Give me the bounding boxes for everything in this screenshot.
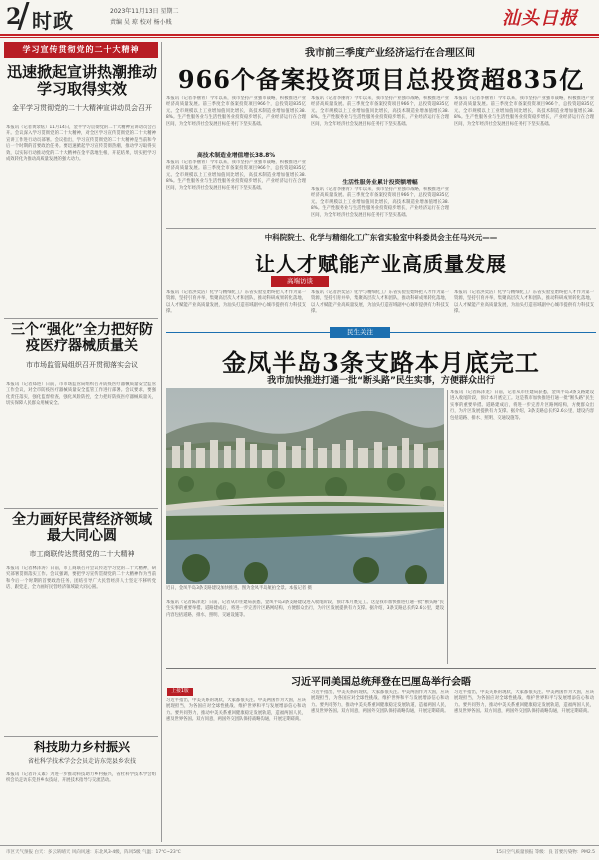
aerial-photo [166, 388, 444, 584]
left-divider-1 [4, 318, 158, 319]
invest-body-col1b: 本报讯（记者李丽青）今年以来，我市坚持产业强市战略，积极推进产业经济高质量发展。前三季度全市备案投资项目966个，总投资超835亿元。全市规模以上工业增加值同比增长，高技术制造业增加值增长38.8%。生产性服务业与生活性服务业投资稳步增长，产业经济运行在合理区间，为全年经济社会发展目标任务打下坚实基础。 [166, 160, 306, 191]
story3-body: 本报讯（记者林泽涛）日前，市工商联召开会议传达学习党的二十大精神，研究部署贯彻落实工作。会议强调，要把学习宣传贯彻党的二十大精神作为当前和今后一个时期的首要政治任务，团结引导广大民营经济人士坚定不移听党话、跟党走，全力画好民营经济领域最大同心圆。 [6, 566, 156, 591]
invest-headline[interactable]: 966个备案投资项目总投资超835亿 [177, 65, 585, 94]
masthead-rule-thin [0, 37, 599, 38]
xi-body-col3: 习近平指出，中美关系的现状，大家都很关注。中美两国作为大国，应该展现担当，为各国应对全球性挑战、维护世界和平与发展增添信心和动力。要共同努力，推动中美关系重回健康稳定发展轨道，造福两国人民，惠及世界各国。双方同意，两国外交团队保持战略沟通，开展定期磋商。 [454, 690, 594, 715]
xi-body-col1: 习近平指出，中美关系的现状，大家都很关注。中美两国作为大国，应该展现担当，为各国应对全球性挑战、维护世界和平与发展增添信心和动力。要共同努力，推动中美关系重回健康稳定发展轨道，造福两国人民，惠及世界各国。双方同意，两国外交团队保持战略沟通，开展定期磋商。 [166, 698, 306, 723]
story4-body: 本报讯（记者许义素）为进一步推动科技助力乡村振兴，省杜科学技术学会组织会员走访东莞县乡农技站，开展技术指导与交流活动。 [6, 772, 156, 784]
livelihood-tag: 民生关注 [330, 327, 390, 338]
air-quality-forecast: 15日空气质量预报 等级：良 首要污染物：PM2.5 [496, 850, 595, 855]
road-divider [447, 390, 448, 664]
column-banner: 学习宣传贯彻党的二十大精神 [4, 42, 158, 58]
xi-rule [166, 668, 596, 669]
road-subheadline: 我市加快推进打通一批“断头路”民生实事，方便群众出行 [267, 376, 495, 386]
story3-headline[interactable]: 全力画好民营经济领域最大同心圆 [12, 512, 152, 545]
road-body-right: 本报讯（记者陈泽龙）日前，记者从市住建局获悉，金凤半岛3条支路建设进入收尾阶段，预计本月底完工。这是我市加快推进打通一批“断头路”民生实事的重要举措。道路建成后，将进一步完善片区路网结构，方便群众出行，为片区发展提供有力支撑。据介绍，3条支路总长约2.6公里，建设内容包括道路、排水、照明、交通设施等。 [450, 390, 594, 421]
invest-kicker: 我市前三季度产业经济运行在合理区间 [305, 48, 475, 59]
invest-body-col1: 本报讯（记者李丽青）今年以来，我市坚持产业强市战略，积极推进产业经济高质量发展。前三季度全市备案投资项目966个，总投资超835亿元。全市规模以上工业增加值同比增长，高技术制造业增加值增长38.8%。生产性服务业与生活性服务业投资稳步增长，产业经济运行在合理区间，为全年经济社会发展目标任务打下坚实基础。 [166, 96, 306, 127]
newspaper-logo: 汕头日报 [502, 8, 578, 29]
invest-body-col2b: 本报讯（记者李丽青）今年以来，我市坚持产业强市战略，积极推进产业经济高质量发展。前三季度全市备案投资项目966个，总投资超835亿元。全市规模以上工业增加值同比增长，高技术制造业增加值增长38.8%。生产性服务业与生活性服务业投资稳步增长，产业经济运行在合理区间，为全年经济社会发展目标任务打下坚实基础。 [311, 187, 449, 218]
interview-tag: 高端访谈 [271, 276, 329, 287]
invest-midhead-2: 生活性服务业累计投资额增幅 [342, 180, 418, 186]
xi-headline[interactable]: 习近平同美国总统拜登在巴厘岛举行会晤 [291, 677, 471, 688]
talent-body-col3: 本报讯（记者洪奕洁）化学与精细化工广东省实验室始终把人才作为第一资源，坚持引育并举，集聚高层次人才和团队，推动科研成果转化落地，以人才赋能产业高质量发展，为汕头打造省域副中心城市提供有力科技支撑。 [454, 290, 594, 315]
continued-tag: 上接1版 [167, 688, 193, 696]
left-divider-2 [4, 508, 158, 509]
talent-body-col1: 本报讯（记者洪奕洁）化学与精细化工广东省实验室始终把人才作为第一资源，坚持引育并举，集聚高层次人才和团队，推动科研成果转化落地，以人才赋能产业高质量发展，为汕头打造省域副中心城市提供有力科技支撑。 [166, 290, 306, 315]
invest-body-col2: 本报讯（记者李丽青）今年以来，我市坚持产业强市战略，积极推进产业经济高质量发展。前三季度全市备案投资项目966个，总投资超835亿元。全市规模以上工业增加值同比增长，高技术制造业增加值增长38.8%。生产性服务业与生活性服务业投资稳步增长，产业经济运行在合理区间，为全年经济社会发展目标任务打下坚实基础。 [311, 96, 449, 127]
footer-rule [0, 845, 599, 846]
talent-body-col2: 本报讯（记者洪奕洁）化学与精细化工广东省实验室始终把人才作为第一资源，坚持引育并举，集聚高层次人才和团队，推动科研成果转化落地，以人才赋能产业高质量发展，为汕头打造省域副中心城市提供有力科技支撑。 [311, 290, 449, 315]
road-headline[interactable]: 金凤半岛3条支路本月底完工 [222, 348, 540, 377]
weather-forecast: 市区天气预报 白天：多云转晴天 风向风速：东北风3-4级，阵风5级 气温：17℃~23℃ [6, 850, 181, 855]
talent-kicker: 中科院院士、化学与精细化工广东省实验室中科委员会主任马兴元—— [264, 233, 498, 242]
invest-midhead-1: 高技术制造业增值增长38.8% [196, 153, 276, 159]
column-divider [161, 42, 162, 842]
photo-caption: 近日，金凤半岛3条支路建设加快推进。图为金凤半岛航拍全景。本报记者 摄 [166, 586, 312, 591]
masthead-rule [0, 34, 599, 36]
page-masthead [0, 0, 599, 34]
section-title: 时政 [32, 9, 74, 33]
issue-date: 2023年11月13日 星期二 [110, 8, 179, 15]
story2-headline[interactable]: 三个“强化”全力把好防疫医疗器械质量关 [10, 322, 154, 355]
story4-subheadline: 省杜科学技术学会会员走访东莞县乡农技 [27, 758, 136, 765]
road-body-bottom: 本报讯（记者陈泽龙）日前，记者从市住建局获悉，金凤半岛3条支路建设进入收尾阶段，预计本月底完工。这是我市加快推进打通一批“断头路”民生实事的重要举措。道路建成后，将进一步完善片区路网结构，方便群众出行，为片区发展提供有力支撑。据介绍，3条支路总长约2.6公里，建设内容包括道路、排水、照明、交通设施等。 [166, 600, 444, 618]
invest-body-col3: 本报讯（记者李丽青）今年以来，我市坚持产业强市战略，积极推进产业经济高质量发展。前三季度全市备案投资项目966个，总投资超835亿元。全市规模以上工业增加值同比增长，高技术制造业增加值增长38.8%。生产性服务业与生活性服务业投资稳步增长，产业经济运行在合理区间，为全年经济社会发展目标任务打下坚实基础。 [454, 96, 594, 127]
story1-body: 本报讯（记者黄余炫）11月14日，金平学习贯彻党的二十大精神宣讲动员会召开。会议深入学习贯彻党的二十大精神，对全区学习宣传贯彻党的二十大精神宣讲工作进行动员部署。会议指出，学习宣传贯彻党的二十大精神是当前和今后一个时期的首要政治任务。要迅速掀起学习宣传贯彻热潮，推动学习取得实效，以实际行动推动党的二十大精神在金平落地生根、开花结果，切实把学习成效转化为推动高质量发展的强大动力。 [6, 125, 156, 163]
story3-subheadline: 市工商联传达贯彻党的二十大精神 [29, 550, 135, 558]
story2-body: 本报讯（记者郑进）日前，市市场监管局组织召开防疫医疗器械质量安全监管工作会议，对全市防疫医疗器械质量安全监管工作进行部署。会议要求，要强化责任落实，强化监督检查，强化风险防控，全力把好防疫医疗器械质量关，切实保障人民群众用械安全。 [6, 382, 156, 407]
xi-body-col2: 习近平指出，中美关系的现状，大家都很关注。中美两国作为大国，应该展现担当，为各国应对全球性挑战、维护世界和平与发展增添信心和动力。要共同努力，推动中美关系重回健康稳定发展轨道，造福两国人民，惠及世界各国。双方同意，两国外交团队保持战略沟通，开展定期磋商。 [311, 690, 449, 715]
talent-headline[interactable]: 让人才赋能产业高质量发展 [255, 252, 507, 276]
invest-divider [166, 228, 596, 229]
editor-credits: 责编 吴 琼 校对 杨小贱 [110, 19, 172, 26]
story1-headline[interactable]: 迅速掀起宣讲热潮推动学习取得实效 [6, 63, 157, 99]
story2-subheadline: 市市场监管局组织召开贯彻落实会议 [26, 361, 138, 369]
story4-headline[interactable]: 科技助力乡村振兴 [33, 740, 130, 754]
left-divider-3 [4, 736, 158, 737]
page-number: 2 [6, 4, 22, 30]
story1-subheadline: 金平学习贯彻党的二十大精神宣讲动员会召开 [12, 104, 152, 112]
